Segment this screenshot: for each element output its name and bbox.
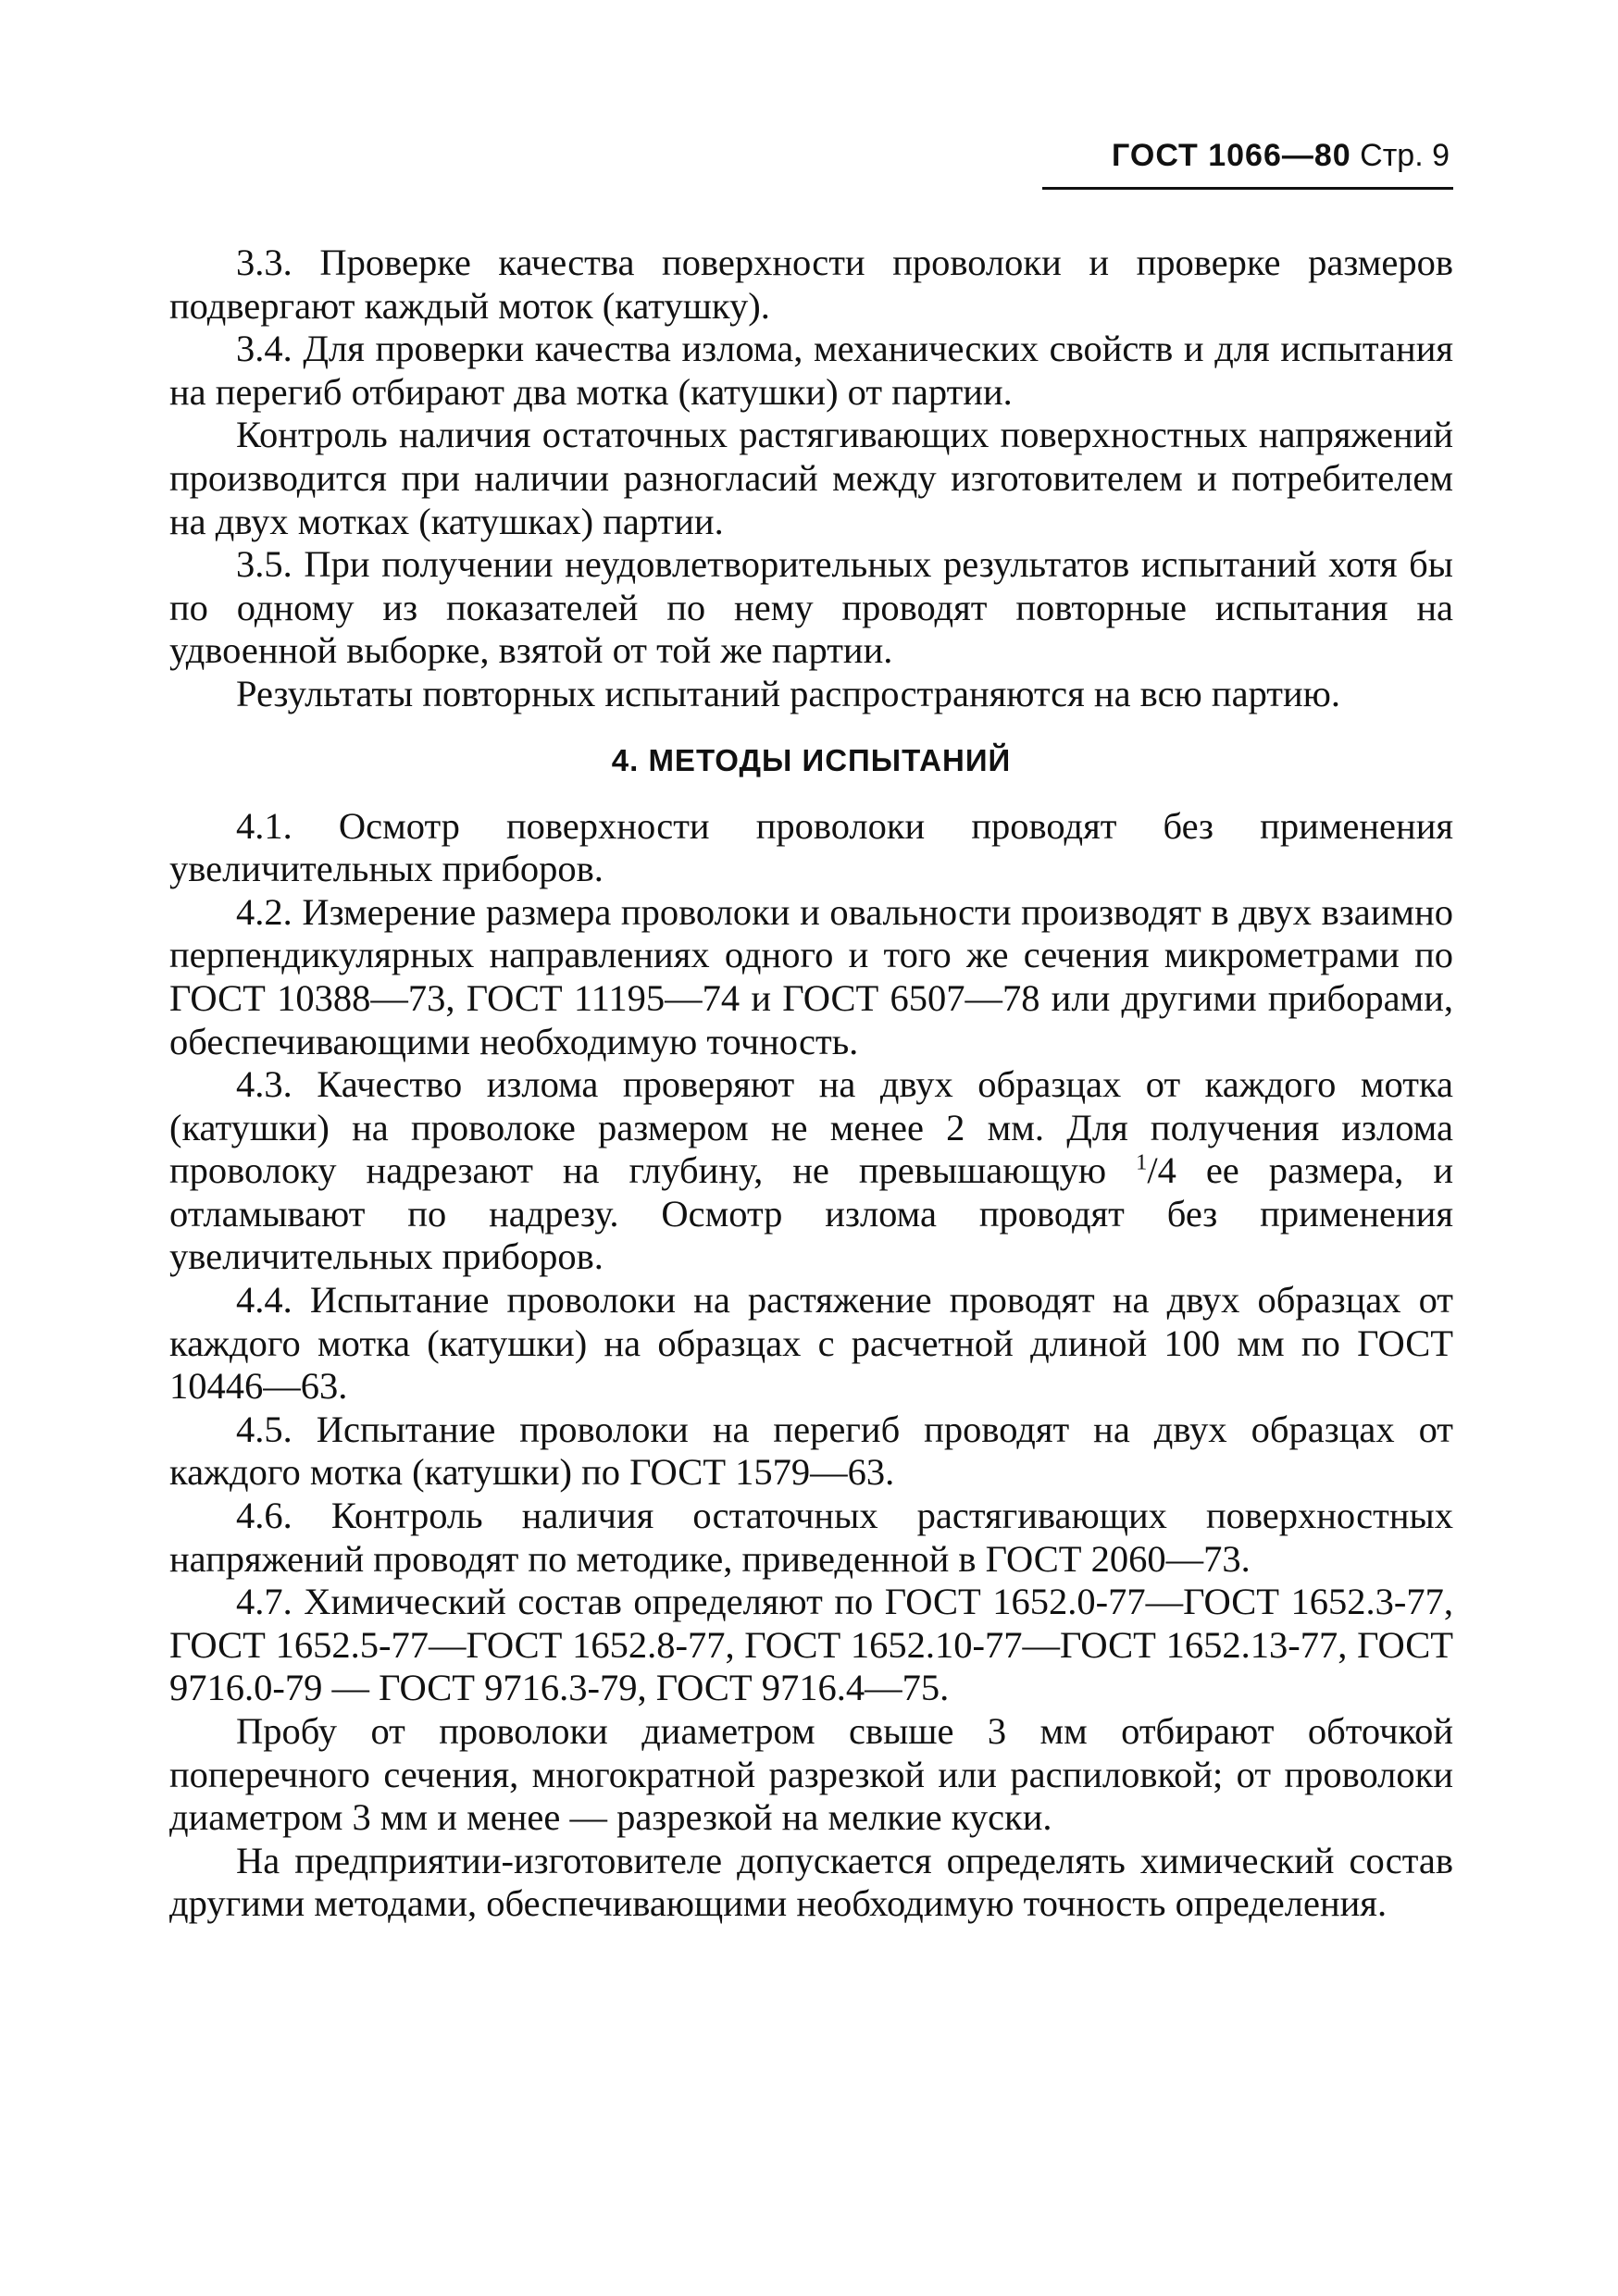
clause-4-7-paragraph-2: Пробу от проволоки диаметром свыше 3 мм отбирают обточкой поперечного сечения, многократной разрезкой или распиловкой; от проволоки диаметром 3 мм и менее — разрезкой на мелкие куски.: [169, 1710, 1453, 1839]
clause-4-1: 4.1. Осмотр поверхности проволоки проводят без применения увеличительных приборов.: [169, 804, 1453, 890]
standard-number: ГОСТ 1066—80: [1112, 138, 1351, 173]
clause-3-5-paragraph-2: Результаты повторных испытаний распространяются на всю партию.: [236, 672, 1341, 714]
clause-4-5: 4.5. Испытание проволоки на перегиб проводят на двух образцах от каждого мотка (катушки) по ГОСТ 1579—63.: [169, 1408, 1453, 1494]
clause-4-6: 4.6. Контроль наличия остаточных растягивающих поверхностных напряжений проводят по методике, приведенной в ГОСТ 2060—73.: [169, 1495, 1453, 1580]
clause-3-3: 3.3. Проверке качества поверхности проволоки и проверке размеров подвергают каждый моток (катушку).: [169, 242, 1453, 327]
fraction-denominator: 4: [1157, 1149, 1176, 1192]
clause-3-4: 3.4. Для проверки качества излома, механических свойств и для испытания на перегиб отбирают два мотка (катушки) от партии.: [169, 328, 1453, 413]
body-text: [169, 242, 1453, 1926]
clause-4-3-text-end: ее размера, и отламывают по надрезу. Осмотр излома проводят без применения увеличительных приборов.: [169, 1149, 1453, 1278]
clause-4-7: 4.7. Химический состав определяют по ГОСТ 1652.0-77—ГОСТ 1652.3-77, ГОСТ 1652.5-77—ГОСТ 1652.8-77, ГОСТ 1652.10-77—ГОСТ 1652.13-77, ГОСТ 9716.0-79 — ГОСТ 9716.3-79, ГОСТ 9716.4—75.: [169, 1581, 1453, 1709]
section-heading: 4. МЕТОДЫ ИСПЫТАНИЙ: [611, 742, 1012, 777]
clause-3-5: 3.5. При получении неудовлетворительных результатов испытаний хотя бы по одному из показателей по нему проводят повторные испытания на удвоенной выборке, взятой от той же партии.: [169, 543, 1453, 672]
clause-4-7-paragraph-3: На предприятии-изготовителе допускается определять химический состав другими методами, обеспечивающими необходимую точность определения.: [169, 1839, 1453, 1925]
page-number: Стр. 9: [1360, 138, 1450, 173]
fraction-numerator: 1: [1136, 1149, 1148, 1175]
clause-3-4-paragraph-2: Контроль наличия остаточных растягивающих поверхностных напряжений производится при наличии разногласий между изготовителем и потребителем на двух мотках (катушках) партии.: [169, 414, 1453, 542]
clause-4-3: 4.3. Качество излома проверяют на двух образцах от каждого мотка (катушки) на проволоке размером не менее 2 мм. Для получения излома проволоку надрезают на глубину, не превышающую $^1$/4 ее размера, и отламывают по надрезу. Осмотр излома проводят без применения увеличительных приборов.: [169, 1063, 1453, 1278]
clause-4-3-text-start: 4.3. Качество излома проверяют на двух образцах от каждого мотка (катушки) на проволоке размером не менее 2 мм. Для получения излома проволоку надрезают на глубину, не превышающую: [169, 1063, 1453, 1192]
clause-4-4: 4.4. Испытание проволоки на растяжение проводят на двух образцах от каждого мотка (катушки) на образцах с расчетной длиной 100 мм по ГОСТ 10446—63.: [169, 1279, 1453, 1408]
clause-4-2: 4.2. Измерение размера проволоки и овальности производят в двух взаимно перпендикулярных направлениях одного и того же сечения микрометрами по ГОСТ 10388—73, ГОСТ 11195—74 и ГОСТ 6507—78 или другими приборами, обеспечивающими необходимую точность.: [169, 890, 1453, 1062]
running-header: [1042, 137, 1453, 190]
